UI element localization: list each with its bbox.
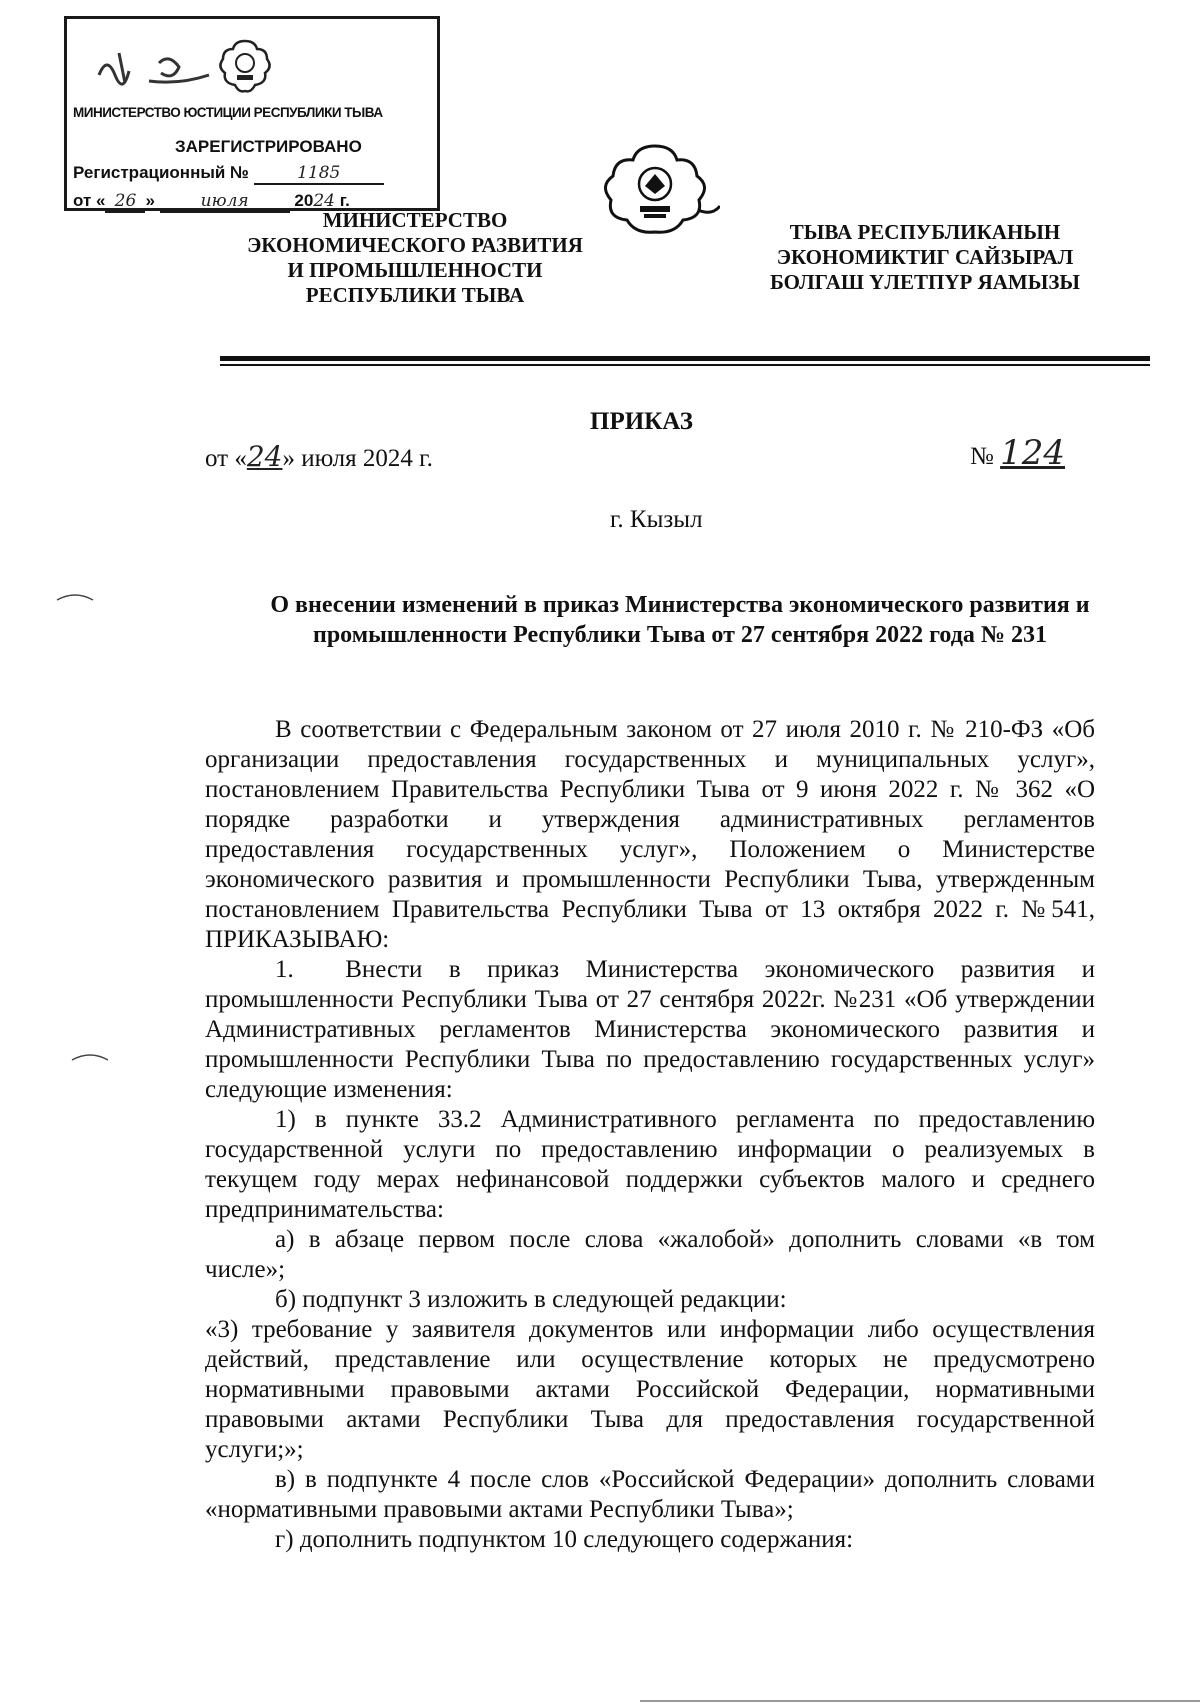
- scan-mark-icon: [55, 590, 95, 602]
- ministry-ru-line-4: РЕСПУБЛИКИ ТЫВА: [305, 283, 525, 307]
- scan-edge-line: [640, 1700, 1200, 1702]
- order-body: [205, 715, 1095, 1555]
- order-date-day: 24: [246, 440, 283, 473]
- paragraph-item-1: 1. Внести в приказ Министерства экономического развития и промышленности Республики Тыва от 27 сентября 2022г. №231 «Об утверждении Административных регламентов Министерства экономического развития и промышленности Республики Тыва по предоставлению государственных услуг» следующие изменения:: [205, 956, 1095, 1103]
- document-type-title: ПРИКАЗ: [590, 408, 693, 435]
- ministry-ru-line-3: И ПРОМЫШЛЕННОСТИ: [287, 258, 543, 282]
- scan-mark-icon: [70, 1050, 110, 1062]
- ministry-name-tuvan: [740, 220, 1110, 295]
- order-date-rest: » июля 2024 г.: [282, 445, 433, 472]
- ministry-tyv-line-3: БОЛГАШ ҮЛЕТПҮР ЯАМЫЗЫ: [769, 270, 1081, 294]
- stamp-date-prefix: от «: [73, 191, 106, 210]
- ministry-name-russian: [220, 208, 610, 308]
- registration-stamp: [64, 16, 440, 211]
- stamp-date-year: 24: [313, 191, 335, 211]
- header-divider-thick: [220, 356, 1150, 361]
- stamp-organization: МИНИСТЕРСТВО ЮСТИЦИИ РЕСПУБЛИКИ ТЫВА: [73, 105, 383, 120]
- ministry-ru-line-1: МИНИСТЕРСТВО: [322, 208, 508, 232]
- paragraph-subitem-v: в) в подпункте 4 после слов «Российской Федерации» дополнить словами «нормативными правовыми актами Республики Тыва»;: [205, 1466, 1095, 1523]
- paragraph-quoted-3: «3) требование у заявителя документов или информации либо осуществления действий, представление или осуществление которых не предусмотрено нормативными правовыми актами Российской Федерации, нормативными правовыми актами Республики Тыва для предоставления государственной услуги;»;: [205, 1316, 1095, 1463]
- emblem-icon: [217, 37, 273, 93]
- stamp-date-day: 26: [105, 191, 145, 213]
- paragraph-subitem-g: г) дополнить подпунктом 10 следующего содержания:: [275, 1526, 854, 1553]
- stamp-date-sep: »: [145, 191, 155, 210]
- order-number-label: №: [970, 443, 994, 470]
- order-city: г. Кызыл: [610, 506, 703, 533]
- ministry-tyv-line-2: ЭКОНОМИКТИГ САЙЗЫРАЛ: [776, 245, 1074, 269]
- header-divider-thin: [220, 364, 1150, 366]
- paragraph-preamble: В соответствии с Федеральным законом от 27 июля 2010 г. № 210-ФЗ «Об организации предоставления государственных и муниципальных услуг», постановлением Правительства Республики Тыва от 9 июня 2022 г. № 362 «О порядке разработки и утверждения административных регламентов предоставления государственных услуг», Положением о Министерстве экономического развития и промышленности Республики Тыва, утвержденным постановлением Правительства Республики Тыва от 13 октября 2022 г. №541, ПРИКАЗЫВАЮ:: [205, 716, 1095, 953]
- order-number: [970, 433, 1066, 473]
- stamp-registration-row: [73, 163, 384, 185]
- stamp-date-suffix: г.: [339, 191, 350, 210]
- order-date: [205, 442, 433, 474]
- ministry-tyv-line-1: ТЫВА РЕСПУБЛИКАНЫН: [789, 220, 1061, 244]
- order-subject: О внесении изменений в приказ Министерства экономического развития и промышленности Республики Тыва от 27 сентября 2022 года № 231: [270, 592, 1090, 648]
- paragraph-subitem-a: а) в абзаце первом после слова «жалобой» дополнить словами «в том числе»;: [205, 1226, 1095, 1283]
- stamp-reg-number: 1185: [254, 163, 384, 185]
- paragraph-subitem-b: б) подпункт 3 изложить в следующей редакции:: [275, 1286, 787, 1313]
- stamp-date-month: июля: [160, 191, 290, 213]
- stamp-date-year-prefix: 20: [294, 191, 314, 210]
- order-number-value: 124: [1000, 433, 1066, 473]
- paragraph-subitem-1: 1) в пункте 33.2 Административного регламента по предоставлению государственной услуги по предоставлению информации о реализуемых в текущем году мерах нефинансовой поддержки субъектов малого и среднего предпринимательства:: [205, 1106, 1095, 1223]
- stamp-reg-label: Регистрационный №: [73, 163, 249, 182]
- ministry-ru-line-2: ЭКОНОМИЧЕСКОГО РАЗВИТИЯ: [247, 233, 583, 257]
- stamp-status: ЗАРЕГИСТРИРОВАНО: [175, 137, 362, 156]
- order-date-prefix: от «: [205, 445, 247, 472]
